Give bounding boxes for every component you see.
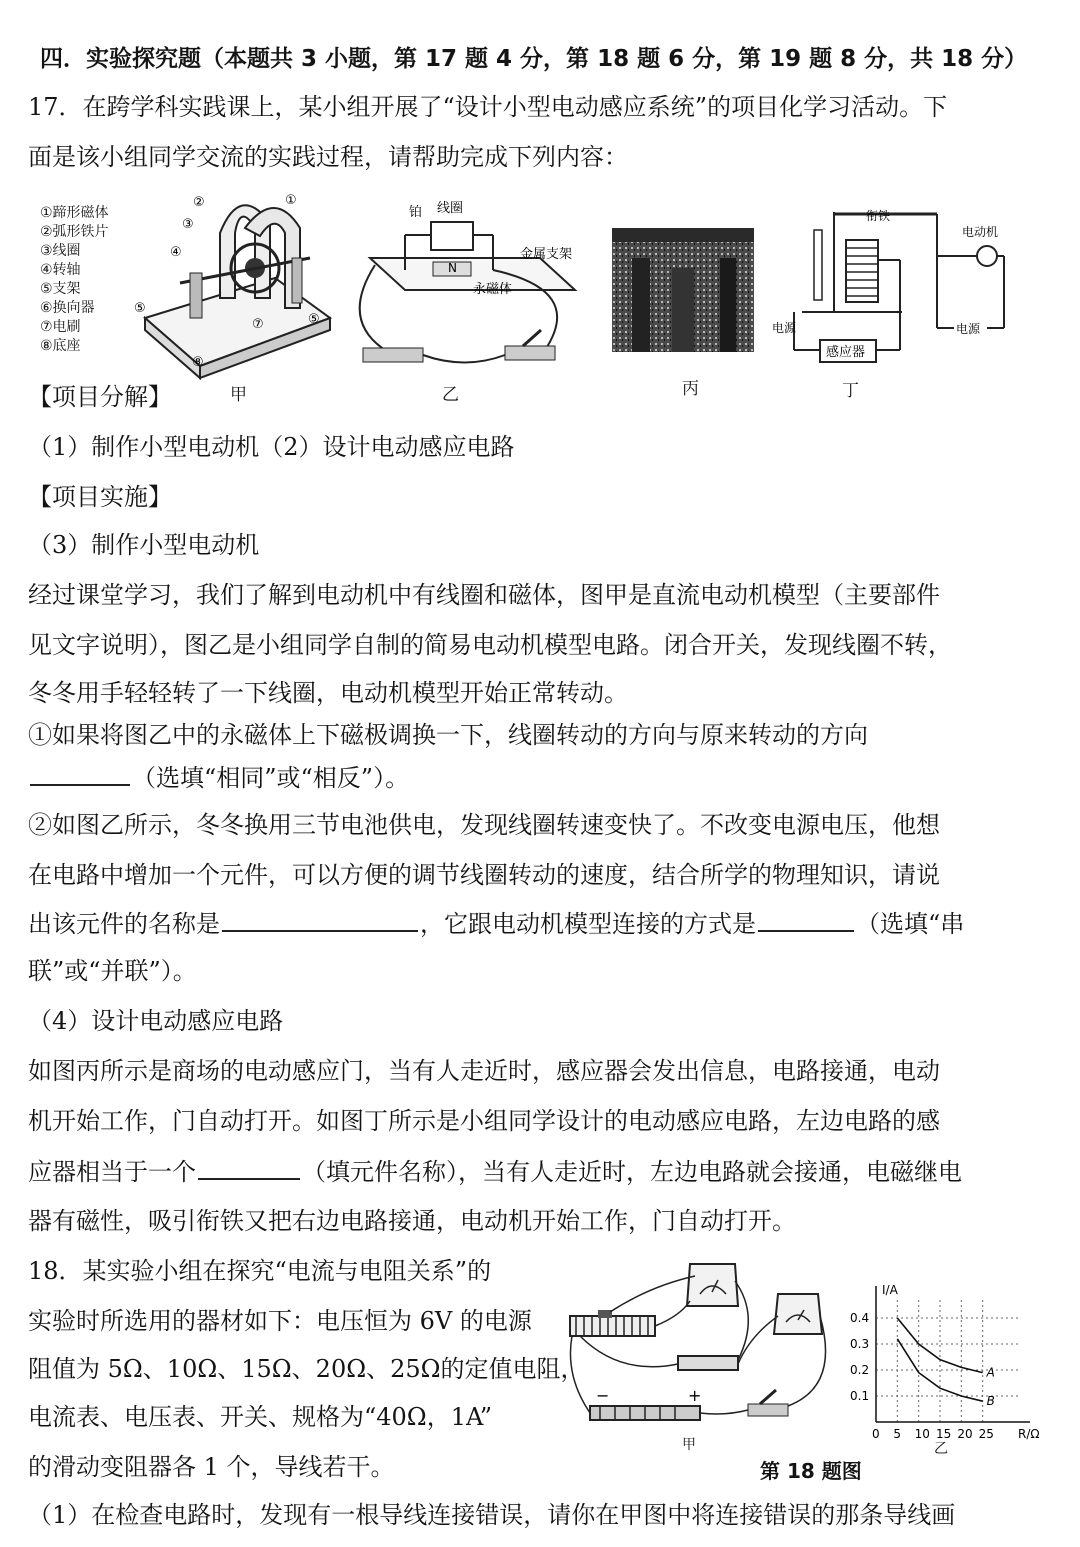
i-r-chart-svg	[846, 1282, 1046, 1452]
svg-text:⑤: ⑤	[134, 301, 146, 316]
q17-sub2c	[28, 908, 964, 939]
q17-text3: 冬冬用手轻轻转了一下线圈，电动机模型开始正常转动。	[28, 679, 628, 707]
q17-line1: 17．在跨学科实践课上，某小组开展了“设计小型电动感应系统”的项目化学习活动。下	[28, 93, 948, 121]
legend-8: ⑧底座	[40, 338, 81, 354]
figure-bing-label: 丙	[682, 379, 699, 399]
legend-1: ①蹄形磁体	[40, 205, 109, 221]
legend-7: ⑦电刷	[40, 319, 81, 335]
simple-motor-circuit	[345, 190, 590, 380]
svg-text:−: −	[596, 1386, 610, 1405]
q18-figure-yi-label: 乙	[934, 1441, 948, 1457]
q18-line1: 18．某实验小组在探究“电流与电阻关系”的	[28, 1257, 492, 1285]
answer-blank-4[interactable]	[198, 1156, 300, 1180]
q17-sub2a: ②如图乙所示，冬冬换用三节电池供电，发现线圈转速变快了。不改变电源电压，他想	[28, 811, 940, 839]
answer-blank-1[interactable]	[30, 762, 130, 786]
q17-sub2c-part3: （选填“串	[856, 910, 965, 938]
q17-sub1a: ①如果将图乙中的永磁体上下磁极调换一下，线圈转动的方向与原来转动的方向	[28, 721, 868, 749]
svg-text:①: ①	[285, 193, 297, 208]
relay-circuit	[772, 200, 1012, 372]
x-tick-label-25: 25	[978, 1427, 994, 1441]
figure-yi-label: 乙	[442, 385, 459, 405]
motor-drawing	[30, 188, 340, 398]
q18-figure-jia	[560, 1256, 850, 1446]
legend-6: ⑥换向器	[40, 300, 95, 316]
y-tick-label-0.1: 0.1	[850, 1389, 870, 1403]
q18-chart	[846, 1282, 1046, 1452]
door-photo	[612, 228, 754, 352]
q18-line3: 阻值为 5Ω、10Ω、15Ω、20Ω、25Ω的定值电阻，	[28, 1355, 585, 1383]
answer-blank-2[interactable]	[222, 908, 418, 932]
ding-label-sensor: 感应器	[826, 345, 866, 360]
q18-line4: 电流表、电压表、开关、规格为“40Ω，1A”	[28, 1403, 493, 1431]
ding-label-power-right: 电源	[956, 322, 981, 336]
figure-yi	[345, 190, 590, 380]
x-tick-label-5: 5	[893, 1427, 901, 1441]
answer-blank-3[interactable]	[758, 908, 854, 932]
q17-sub2c-part1: 出该元件的名称是	[28, 910, 220, 938]
yi-label-coil: 线圈	[437, 201, 464, 216]
svg-text:②: ②	[193, 195, 205, 210]
q17-sub1b	[28, 762, 409, 793]
yi-label-magnet: 永磁体	[473, 282, 513, 297]
q17-u3-part2: （填元件名称），当有人走近时，左边电路就会接通，电磁继电	[302, 1158, 962, 1186]
q17-line2: 面是该小组同学交流的实践过程，请帮助完成下列内容：	[28, 143, 628, 171]
q17-u4: 器有磁性，吸引衔铁又把右边电路接通，电动机开始工作，门自动打开。	[28, 1207, 796, 1235]
chart-axes	[876, 1286, 1030, 1422]
ding-label-power-left: 电源	[772, 321, 797, 335]
legend-2: ②弧形铁片	[40, 224, 109, 240]
y-tick-label-0.3: 0.3	[850, 1337, 870, 1351]
svg-text:⑧: ⑧	[192, 355, 204, 370]
svg-text:⑤: ⑤	[308, 312, 320, 327]
figure-jia-label: 甲	[230, 385, 247, 405]
yi-label-bo: 铂	[409, 205, 423, 220]
legend-5: ⑤支架	[40, 281, 81, 297]
x-tick-label-20: 20	[957, 1427, 973, 1441]
figure-jia	[30, 188, 340, 398]
q17-part3: （3）制作小型电动机	[28, 531, 260, 559]
q18-circuit	[560, 1256, 850, 1446]
svg-text:+: +	[688, 1386, 702, 1405]
figure-bing	[612, 228, 754, 352]
ding-label-armature: 衔铁	[866, 209, 891, 223]
svg-text:④: ④	[170, 245, 182, 260]
q17-text2: 见文字说明），图乙是小组同学自制的简易电动机模型电路。闭合开关，发现线圈不转，	[28, 631, 952, 659]
y-axis-label: I/A	[882, 1283, 898, 1297]
y-tick-label-0.4: 0.4	[850, 1311, 870, 1325]
q17-sub2c-part2: ，它跟电动机模型连接的方式是	[420, 910, 756, 938]
q18-figure-jia-label: 甲	[682, 1437, 696, 1453]
q18-line2: 实验时所选用的器材如下：电压恒为 6V 的电源	[28, 1307, 532, 1335]
project-implementation: 【项目实施】	[28, 483, 172, 511]
q17-u2: 机开始工作，门自动打开。如图丁所示是小组同学设计的电动感应电路，左边电路的感	[28, 1107, 940, 1135]
yi-label-support: 金属支架	[520, 247, 573, 262]
svg-text:③: ③	[182, 217, 194, 232]
x-tick-label-15: 15	[936, 1427, 952, 1441]
q17-sub2d: 联”或“并联”）。	[28, 957, 197, 985]
q18-line5: 的滑动变阻器各 1 个，导线若干。	[28, 1453, 395, 1481]
project-decomposition: 【项目分解】	[28, 383, 172, 411]
q18-figure-caption: 第 18 题图	[760, 1459, 862, 1483]
series-label-B: B	[986, 1394, 995, 1409]
section-header: 四．实验探究题（本题共 3 小题，第 17 题 4 分，第 18 题 6 分，第 19 题 8 分，共 18 分）	[40, 46, 1028, 72]
q17-u3-part1: 应器相当于一个	[28, 1158, 196, 1186]
q17-u1: 如图丙所示是商场的电动感应门，当有人走近时，感应器会发出信息，电路接通，电动	[28, 1057, 940, 1085]
figure-ding-label: 丁	[842, 381, 859, 401]
series-label-A: A	[986, 1365, 995, 1380]
q17-text1: 经过课堂学习，我们了解到电动机中有线圈和磁体，图甲是直流电动机模型（主要部件	[28, 581, 940, 609]
ding-label-motor: 电动机	[962, 225, 999, 239]
x-tick-label-10: 10	[914, 1427, 930, 1441]
x-tick-label-0: 0	[872, 1427, 880, 1441]
q17-part4: （4）设计电动感应电路	[28, 1007, 284, 1035]
x-axis-label: R/Ω	[1018, 1427, 1040, 1441]
q17-part1: （1）制作小型电动机（2）设计电动感应电路	[28, 433, 515, 461]
q17-u3	[28, 1156, 962, 1187]
figure-ding	[772, 200, 1012, 372]
svg-text:⑦: ⑦	[252, 317, 264, 332]
y-tick-label-0.2: 0.2	[850, 1363, 870, 1377]
legend-4: ④转轴	[40, 262, 81, 278]
yi-label-n: N	[448, 261, 457, 275]
q17-sub1b-text: （选填“相同”或“相反”）。	[132, 764, 410, 792]
q17-sub2b: 在电路中增加一个元件，可以方便的调节线圈转动的速度，结合所学的物理知识，请说	[28, 861, 940, 889]
q18-part1: （1）在检查电路时，发现有一根导线连接错误，请你在甲图中将连接错误的那条导线画	[28, 1501, 956, 1529]
legend-3: ③线圈	[40, 243, 81, 259]
